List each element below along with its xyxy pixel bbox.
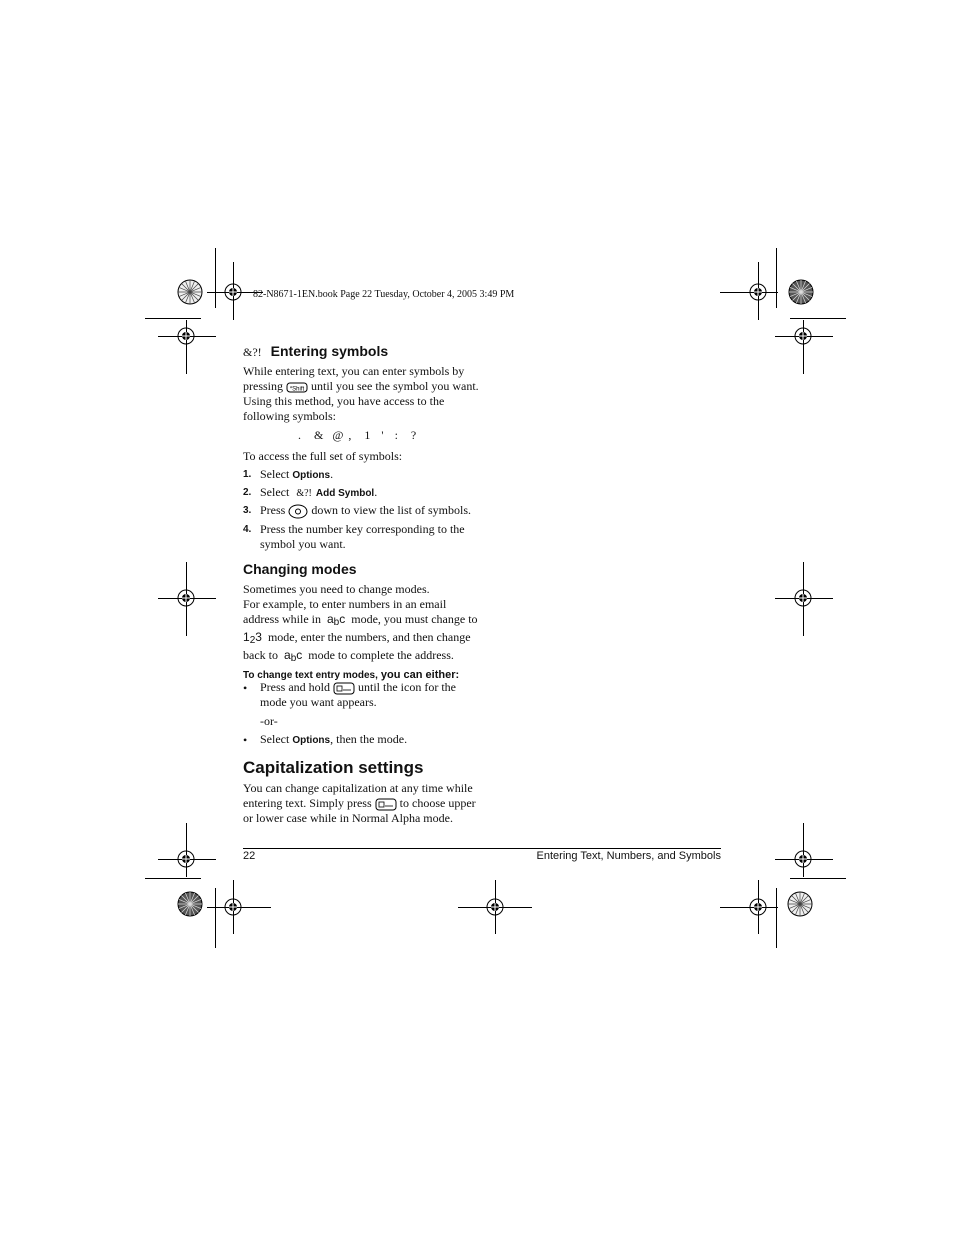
bullet: • <box>243 733 248 747</box>
text-line <box>243 612 483 630</box>
glyph: 3 <box>255 630 262 644</box>
glyph: 1 <box>243 630 250 644</box>
text-line: Sometimes you need to change modes. <box>243 582 430 596</box>
step-number: 1. <box>243 469 252 480</box>
text-fragment: Select <box>260 732 293 746</box>
print-header: 82-N8671-1EN.book Page 22 Tuesday, October 4, 2005 3:49 PM <box>253 289 515 300</box>
symbol-item: 1 <box>364 428 371 442</box>
symbol-mode-icon: &?! <box>296 488 312 499</box>
symbol-item: ? <box>410 428 417 442</box>
text-line <box>243 796 483 811</box>
shift-key-icon <box>333 682 355 695</box>
text-fragment: mode to complete the address. <box>308 648 454 662</box>
text-line <box>260 680 456 695</box>
step-3 <box>260 503 471 519</box>
capitalization-text <box>243 781 483 826</box>
ui-label: Options <box>292 470 331 481</box>
text-fragment: you can either: <box>377 669 460 681</box>
step-2 <box>260 485 377 501</box>
text-line: symbol you want. <box>260 537 346 551</box>
text-fragment: until the icon for the <box>358 680 456 694</box>
shift-key-icon <box>375 798 397 811</box>
glyph: b <box>290 653 297 664</box>
text-fragment: back to <box>243 648 278 662</box>
text-fragment: Press <box>260 503 289 517</box>
footer-section-title: Entering Text, Numbers, and Symbols <box>536 850 721 862</box>
star-key-icon <box>286 382 308 393</box>
or-text: -or- <box>260 714 278 728</box>
svg-text:*Shift: *Shift <box>289 386 305 393</box>
text-line <box>243 379 483 394</box>
text-line <box>243 630 483 648</box>
nav-key-icon <box>288 504 308 519</box>
text-fragment: . <box>330 467 334 481</box>
section-title: Changing modes <box>243 561 357 577</box>
123-mode-icon <box>243 630 262 644</box>
step-number: 2. <box>243 487 252 498</box>
bullet-1 <box>260 680 456 710</box>
bullet: • <box>243 681 248 695</box>
text-fragment: Press and hold <box>260 680 333 694</box>
footer-rule <box>243 848 721 849</box>
page-number: 22 <box>243 850 256 862</box>
symbol-item: @ <box>332 428 344 442</box>
ui-label: Add Symbol <box>315 488 375 499</box>
bullet-2 <box>260 732 407 748</box>
glyph: a <box>284 648 291 662</box>
text-line: following symbols: <box>243 409 337 423</box>
text-fragment: entering text. Simply press <box>243 796 375 810</box>
ui-label: Options <box>292 735 331 746</box>
text-line: or lower case while in Normal Alpha mode. <box>243 811 453 825</box>
step-1 <box>260 467 333 483</box>
section-entering-symbols <box>243 343 388 361</box>
symbol-item: & <box>314 428 324 442</box>
symbol-item: . <box>298 428 301 442</box>
text-fragment: Select <box>260 467 293 481</box>
text-fragment: . <box>374 485 378 499</box>
text-fragment: until you see the symbol you want. <box>311 379 479 393</box>
symbol-item: ' <box>381 428 384 442</box>
glyph: c <box>339 612 346 626</box>
text-fragment: to choose upper <box>396 796 476 810</box>
text-fragment: pressing <box>243 379 283 393</box>
text-line: mode you want appears. <box>260 695 377 709</box>
text-fragment: down to view the list of symbols. <box>311 503 472 517</box>
text-line: Press the number key corresponding to the <box>260 522 465 536</box>
abc-mode-icon <box>284 648 302 662</box>
section-title: Capitalization settings <box>243 758 424 777</box>
text-fragment: Select <box>260 485 293 499</box>
symbol-mode-icon: &?! <box>243 345 262 359</box>
step-number: 3. <box>243 505 252 516</box>
symbol-item: , <box>348 428 352 442</box>
text-fragment: , then the mode. <box>330 732 408 746</box>
text-line: You can change capitalization at any time while <box>243 781 473 795</box>
text-line: While entering text, you can enter symbols by <box>243 364 465 378</box>
abc-mode-icon <box>327 612 345 626</box>
access-text: To access the full set of symbols: <box>243 449 403 463</box>
changing-modes-text <box>243 582 483 666</box>
text-fragment: mode, enter the numbers, and then change <box>267 630 471 644</box>
section-title: Entering symbols <box>270 343 389 359</box>
symbol-item: : <box>394 428 398 442</box>
symbols-intro <box>243 364 483 424</box>
step-4 <box>260 522 465 552</box>
text-fragment: address while in <box>243 612 321 626</box>
text-line: For example, to enter numbers in an email <box>243 597 447 611</box>
symbol-list <box>298 428 416 443</box>
glyph: c <box>296 648 303 662</box>
text-fragment: mode, you must change to <box>351 612 478 626</box>
step-number: 4. <box>243 524 252 535</box>
ui-label: To change text entry modes, <box>243 670 378 681</box>
glyph: a <box>326 612 334 626</box>
text-line: Using this method, you have access to the <box>243 394 445 408</box>
glyph: b <box>333 617 340 628</box>
text-line <box>243 648 483 666</box>
glyph: 2 <box>249 635 256 646</box>
